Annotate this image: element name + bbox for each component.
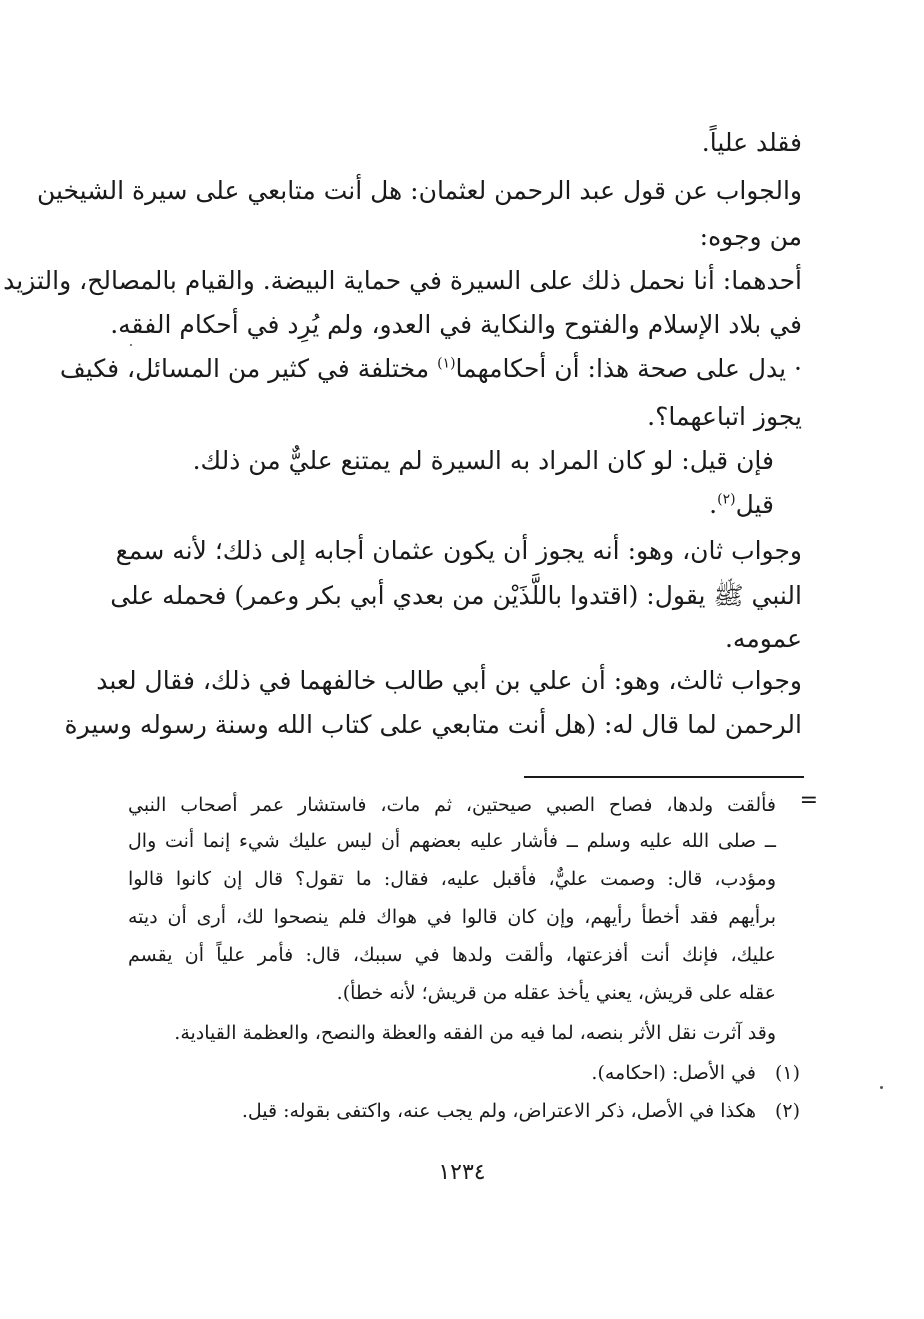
footnote-cont-line-7: وقد آثرت نقل الأثر بنصه، لما فيه من الفقه والعظة والنصح، والعظمة القيادية. <box>174 1022 776 1044</box>
body-line-6-part-2: مختلفة في كثير من المسائل، فكيف <box>59 354 438 383</box>
scan-speck <box>880 1086 883 1089</box>
body-line-11: النبي ﷺ يقول: (اقتدوا باللَّذَيْن من بعدي أبي بكر وعمر) فحمله على <box>110 581 802 610</box>
scan-speck <box>130 344 132 346</box>
body-line-9 <box>122 490 774 519</box>
footnote-cont-line-2: ــ صلى الله عليه وسلم ــ فأشار عليه بعضهم أن ليس عليك شيء إنما أنت وال <box>128 830 776 852</box>
body-line-1: فقلد علياً. <box>701 128 802 157</box>
body-line-3: من وجوه: <box>699 222 802 251</box>
footnote-ref-1: (١) <box>437 355 456 372</box>
body-line-5: في بلاد الإسلام والفتوح والنكاية في العدو، ولم يُرِد في أحكام الفقه. <box>110 310 802 339</box>
footnote-cont-line-3: ومؤدب، قال: وصمت عليٌّ، فأقبل عليه، فقال: ما تقول؟ قال إن كانوا قالوا <box>128 868 776 890</box>
footnote-cont-line-6: عقله على قريش، يعني يأخذ عقله من قريش؛ لأنه خطأ). <box>336 982 776 1004</box>
body-line-6-part-1: · يدل على صحة هذا: أن أحكامهما <box>455 354 802 383</box>
body-line-14: الرحمن لما قال له: (هل أنت متابعي على كتاب الله وسنة رسوله وسيرة <box>64 710 802 739</box>
body-line-9-part-2: . <box>709 490 718 519</box>
footnote-ref-2: (٢) <box>717 491 736 508</box>
body-line-7: يجوز اتباعهما؟. <box>647 402 802 431</box>
body-line-13: وجواب ثالث، وهو: أن علي بن أبي طالب خالفهما في ذلك، فقال لعبد <box>96 666 802 695</box>
footnote-cont-line-5: عليك، فإنك أنت أفزعتها، وألقت ولدها في سببك، قال: فأمر علياً أن يقسم <box>128 944 776 966</box>
footnote-text-2: هكذا في الأصل، ذكر الاعتراض، ولم يجب عنه، واكتفى بقوله: قيل. <box>241 1100 756 1122</box>
footnote-continuation-mark: = <box>799 788 818 813</box>
body-line-4: أحدهما: أنا نحمل ذلك على السيرة في حماية البيضة. والقيام بالمصالح، والتزيد <box>3 266 802 295</box>
footnote-number-1: (١) <box>774 1062 800 1084</box>
body-line-8: فإن قيل: لو كان المراد به السيرة لم يمتنع عليٌّ من ذلك. <box>192 446 774 475</box>
body-line-6 <box>59 354 802 383</box>
footnote-number-2: (٢) <box>774 1100 800 1122</box>
body-line-12: عمومه. <box>724 624 802 653</box>
footnote-cont-line-4: برأيهم فقد أخطأ رأيهم، وإن كان قالوا في هواك فلم ينصحوا لك، أرى أن ديته <box>128 906 776 928</box>
body-line-2: والجواب عن قول عبد الرحمن لعثمان: هل أنت متابعي على سيرة الشيخين <box>36 176 802 205</box>
page-number: ١٢٣٤ <box>438 1160 486 1185</box>
footnote-text-1: في الأصل: (احكامه). <box>591 1062 756 1084</box>
footnote-separator <box>524 776 804 778</box>
body-line-10: وجواب ثان، وهو: أنه يجوز أن يكون عثمان أجابه إلى ذلك؛ لأنه سمع <box>115 536 802 565</box>
footnote-cont-line-1: فألقت ولدها، فصاح الصبي صيحتين، ثم مات، فاستشار عمر أصحاب النبي <box>128 794 776 816</box>
body-line-9-part-1: قيل <box>735 490 774 519</box>
